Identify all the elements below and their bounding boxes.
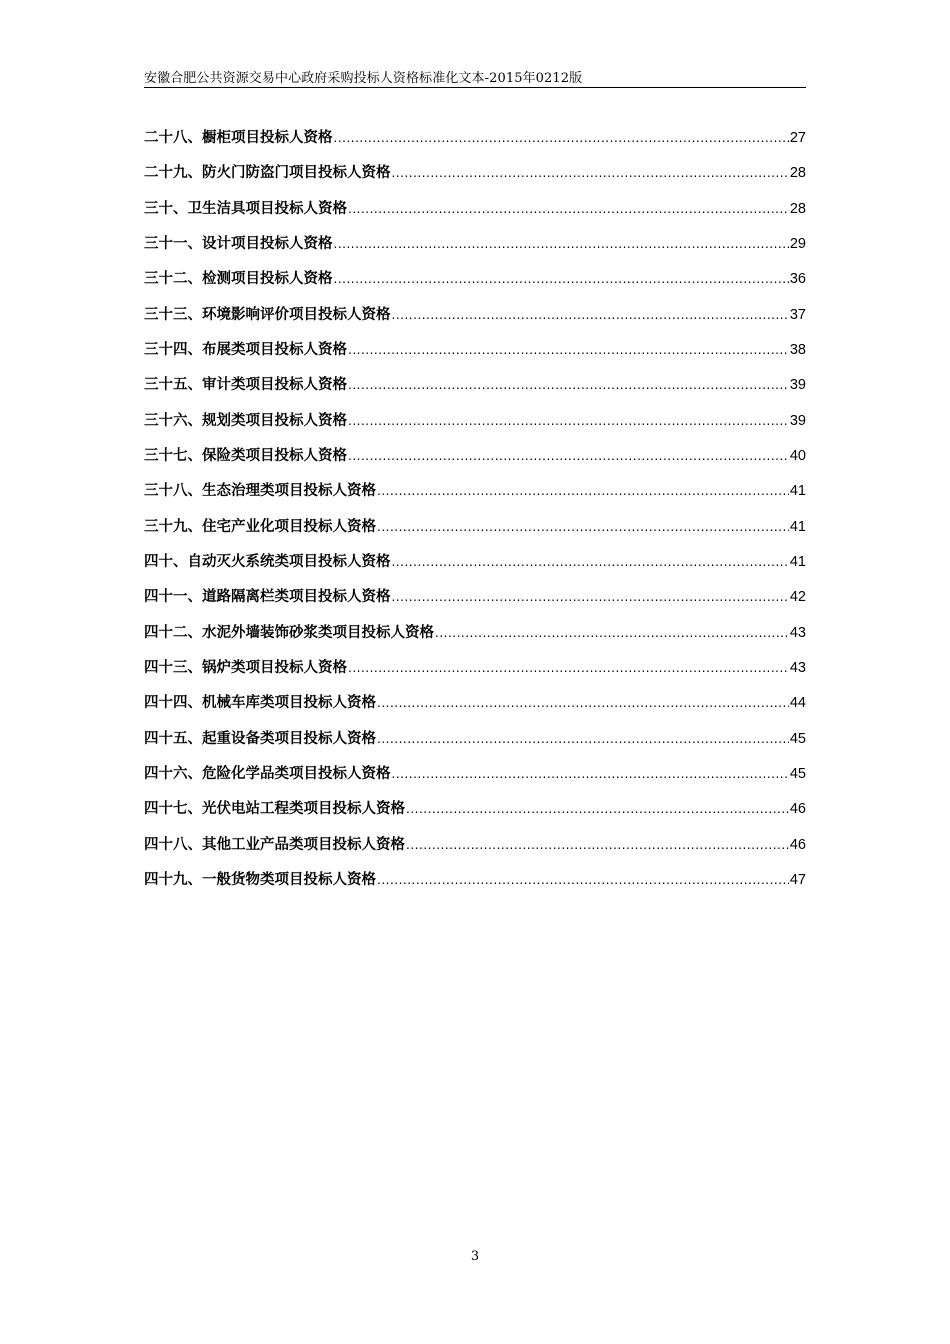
toc-entry[interactable]: [144, 232, 806, 267]
toc-entry-title: 四十四、机械车库类项目投标人资格: [144, 695, 376, 712]
toc-entry-title: 三十五、审计类项目投标人资格: [144, 377, 347, 394]
toc-entry-page: 39: [789, 412, 806, 429]
toc-entry-title: 四十二、水泥外墙装饰砂浆类项目投标人资格: [144, 624, 434, 641]
toc-entry[interactable]: [144, 161, 806, 196]
toc-dot-leader: [406, 838, 789, 852]
toc-entry[interactable]: [144, 303, 806, 338]
toc-dot-leader: [348, 414, 789, 428]
toc-entry[interactable]: [144, 338, 806, 373]
toc-entry-title: 三十三、环境影响评价项目投标人资格: [144, 306, 391, 323]
toc-dot-leader: [392, 767, 789, 781]
toc-dot-leader: [334, 131, 789, 145]
toc-entry-page: 41: [789, 483, 806, 500]
toc-entry-title: 四十、自动灭火系统类项目投标人资格: [144, 553, 391, 570]
page-header: [144, 66, 806, 88]
toc-dot-leader: [377, 520, 789, 534]
toc-entry-title: 三十八、生态治理类项目投标人资格: [144, 483, 376, 500]
toc-entry[interactable]: [144, 797, 806, 832]
table-of-contents: [144, 126, 806, 903]
toc-entry-page: 41: [789, 553, 806, 570]
page-number: 3: [470, 1249, 480, 1264]
toc-entry-title: 四十一、道路隔离栏类项目投标人资格: [144, 589, 391, 606]
toc-entry[interactable]: [144, 409, 806, 444]
toc-entry-title: 四十八、其他工业产品类项目投标人资格: [144, 836, 405, 853]
toc-dot-leader: [392, 590, 789, 604]
toc-entry[interactable]: [144, 267, 806, 302]
toc-entry[interactable]: [144, 727, 806, 762]
toc-entry-title: 二十九、防火门防盗门项目投标人资格: [144, 165, 391, 182]
toc-entry-title: 三十七、保险类项目投标人资格: [144, 447, 347, 464]
toc-entry[interactable]: [144, 833, 806, 868]
toc-entry-title: 三十四、布展类项目投标人资格: [144, 341, 347, 358]
toc-dot-leader: [348, 661, 789, 675]
toc-entry-page: 45: [789, 730, 806, 747]
toc-entry-page: 47: [789, 871, 806, 888]
toc-dot-leader: [377, 484, 789, 498]
toc-dot-leader: [348, 202, 789, 216]
toc-entry-title: 三十一、设计项目投标人资格: [144, 235, 333, 252]
toc-entry-page: 38: [789, 341, 806, 358]
toc-dot-leader: [392, 555, 789, 569]
toc-entry-title: 三十二、检测项目投标人资格: [144, 271, 333, 288]
toc-entry[interactable]: [144, 585, 806, 620]
toc-entry[interactable]: [144, 550, 806, 585]
toc-entry-page: 45: [789, 765, 806, 782]
toc-entry-page: 37: [789, 306, 806, 323]
toc-entry-page: 36: [789, 271, 806, 288]
toc-entry-title: 三十、卫生洁具项目投标人资格: [144, 200, 347, 217]
toc-entry-page: 43: [789, 624, 806, 641]
toc-entry[interactable]: [144, 868, 806, 903]
toc-entry-page: 27: [789, 130, 806, 146]
toc-entry[interactable]: [144, 515, 806, 550]
toc-dot-leader: [435, 626, 789, 640]
toc-entry-page: 29: [789, 235, 806, 252]
toc-entry[interactable]: [144, 762, 806, 797]
toc-dot-leader: [406, 802, 789, 816]
toc-entry-page: 46: [789, 836, 806, 853]
toc-entry[interactable]: [144, 197, 806, 232]
toc-dot-leader: [392, 308, 789, 322]
toc-entry-title: 四十七、光伏电站工程类项目投标人资格: [144, 801, 405, 818]
toc-dot-leader: [377, 696, 789, 710]
toc-entry-page: 44: [789, 695, 806, 712]
toc-entry-title: 四十六、危险化学品类项目投标人资格: [144, 765, 391, 782]
toc-entry-title: 四十九、一般货物类项目投标人资格: [144, 871, 376, 888]
toc-dot-leader: [334, 272, 789, 286]
toc-entry[interactable]: [144, 656, 806, 691]
toc-entry-title: 四十三、锅炉类项目投标人资格: [144, 659, 347, 676]
toc-entry[interactable]: [144, 373, 806, 408]
toc-entry-page: 40: [789, 447, 806, 464]
toc-dot-leader: [348, 449, 789, 463]
toc-entry[interactable]: [144, 126, 806, 161]
toc-entry-page: 41: [789, 518, 806, 535]
toc-dot-leader: [334, 237, 789, 251]
toc-entry[interactable]: [144, 621, 806, 656]
toc-entry-page: 43: [789, 659, 806, 676]
toc-dot-leader: [377, 873, 789, 887]
toc-entry-page: 42: [789, 589, 806, 606]
toc-entry-page: 46: [789, 801, 806, 818]
toc-entry-page: 28: [789, 200, 806, 217]
header-title: 安徽合肥公共资源交易中心政府采购投标人资格标准化文本-2015年0212版: [144, 71, 583, 86]
toc-entry[interactable]: [144, 479, 806, 514]
toc-entry-page: 39: [789, 377, 806, 394]
toc-entry-title: 三十六、规划类项目投标人资格: [144, 412, 347, 429]
toc-entry[interactable]: [144, 444, 806, 479]
toc-entry-title: 三十九、住宅产业化项目投标人资格: [144, 518, 376, 535]
toc-dot-leader: [348, 378, 789, 392]
toc-entry-title: 二十八、橱柜项目投标人资格: [144, 130, 333, 146]
toc-entry-title: 四十五、起重设备类项目投标人资格: [144, 730, 376, 747]
toc-entry-page: 28: [789, 165, 806, 182]
toc-dot-leader: [377, 732, 789, 746]
toc-dot-leader: [392, 166, 789, 180]
toc-entry[interactable]: [144, 691, 806, 726]
toc-dot-leader: [348, 343, 789, 357]
